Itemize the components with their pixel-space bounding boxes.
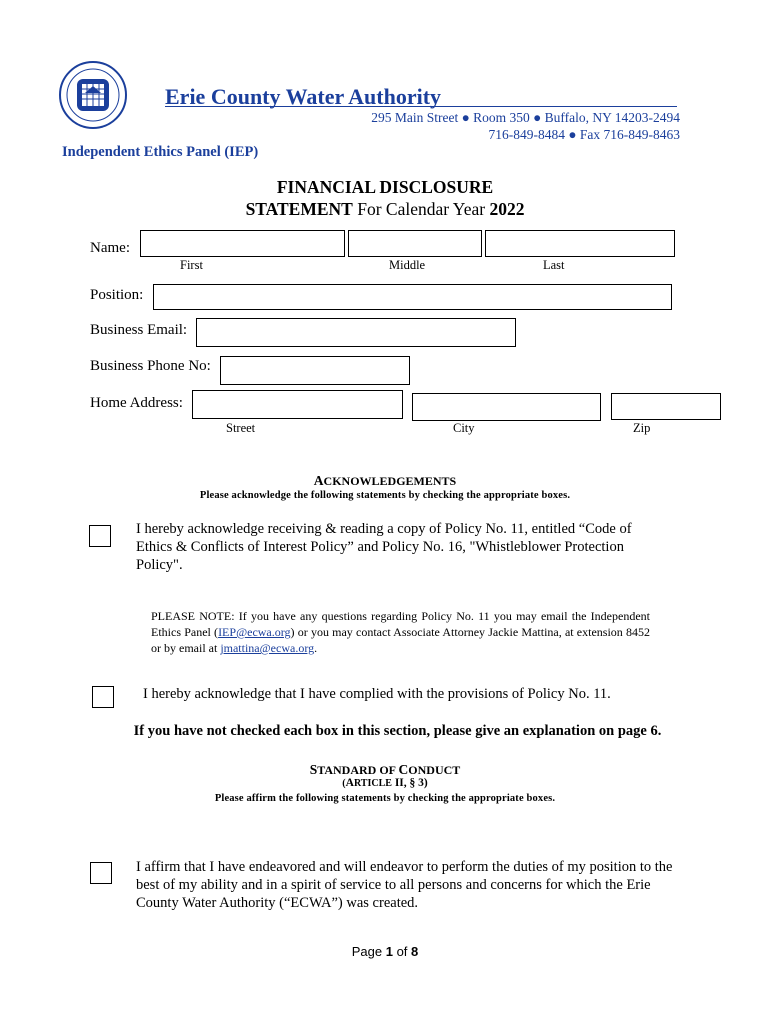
ack-compliance-checkbox[interactable] (92, 686, 114, 708)
first-name-field[interactable] (140, 230, 345, 257)
business-email-label: Business Email: (90, 322, 188, 338)
business-phone-label: Business Phone No: (90, 358, 211, 374)
total-pages: 8 (411, 944, 419, 959)
form-title-line1: FINANCIAL DISCLOSURE (276, 177, 494, 197)
please-note-paragraph (151, 608, 650, 656)
last-name-field[interactable] (485, 230, 675, 257)
title-calendar-text: For Calendar Year (352, 199, 490, 219)
panel-name: Independent Ethics Panel (IEP) (62, 144, 259, 160)
standard-of-conduct-heading (0, 762, 770, 778)
mattina-email-link[interactable]: jmattina@ecwa.org (220, 641, 315, 655)
address-line: 295 Main Street ● Room 350 ● Buffalo, NY 14203-2494 (371, 110, 680, 125)
iep-email-link[interactable]: IEP@ecwa.org (218, 625, 291, 639)
ack-heading-initial: A (313, 473, 324, 488)
acknowledgements-heading (0, 473, 770, 489)
of-word: of (392, 944, 412, 959)
current-page: 1 (385, 944, 393, 959)
organization-name: Erie County Water Authority (165, 84, 442, 109)
business-email-field[interactable] (196, 318, 516, 347)
title-statement-word: STATEMENT (245, 199, 353, 219)
affirm-duties-text: I affirm that I have endeavored and will endeavor to perform the duties of my position to the best of my ability and in a spirit of service to all persons and concerns for which the Erie County Water Authority (“ECWA”) was created. (136, 859, 673, 911)
soc-onduct: ONDUCT (408, 763, 461, 777)
position-label: Position: (90, 287, 144, 303)
page-number (0, 944, 770, 959)
business-phone-field[interactable] (220, 356, 410, 385)
header-rule (165, 106, 677, 107)
first-caption: First (180, 258, 203, 272)
ack-compliance-text: I hereby acknowledge that I have complied with the provisions of Policy No. 11. (143, 686, 611, 702)
affirm-duties-checkbox[interactable] (90, 862, 112, 884)
middle-caption: Middle (389, 258, 426, 272)
ack-policy-text: I hereby acknowledge receiving & reading a copy of Policy No. 11, entitled “Code of Ethics & Conflicts of Interest Policy” and Policy No. 16, "Whistleblower Protection Policy". (136, 521, 632, 573)
zip-field[interactable] (611, 393, 721, 420)
name-label: Name: (90, 240, 130, 256)
street-field[interactable] (192, 390, 403, 419)
page-word: Page (351, 944, 386, 959)
zip-caption: Zip (633, 421, 651, 435)
article-reference (0, 777, 770, 789)
last-caption: Last (543, 258, 565, 272)
city-field[interactable] (412, 393, 601, 421)
phone-fax-line: 716-849-8484 ● Fax 716-849-8463 (488, 127, 680, 142)
article-number: II, § 3) (391, 777, 428, 789)
standard-instruction: Please affirm the following statements by checking the appropriate boxes. (214, 793, 556, 804)
note-text-2: ) or you may contact Associate Attorney Jackie Mattina, at extension 8452 or by email at (151, 625, 650, 655)
unchecked-warning: If you have not checked each box in this section, please give an explanation on page 6. (133, 723, 662, 739)
form-title-line2 (0, 199, 770, 220)
middle-name-field[interactable] (348, 230, 482, 257)
ack-policy-checkbox[interactable] (89, 525, 111, 547)
article-initial: A (345, 777, 354, 789)
ecwa-seal-logo (58, 60, 128, 130)
soc-initial-c: C (398, 762, 409, 777)
note-text-1: PLEASE NOTE: If you have any questions regarding Policy No. 11 you may email the Independent Ethics Panel ( (151, 609, 650, 639)
note-text-3: . (314, 641, 318, 655)
article-word: RTICLE (353, 778, 392, 789)
title-year: 2022 (489, 199, 525, 219)
position-field[interactable] (153, 284, 672, 310)
soc-initial-s: S (309, 762, 318, 777)
article-open: ( (342, 778, 346, 789)
city-caption: City (453, 421, 475, 435)
home-address-label: Home Address: (90, 395, 183, 411)
acknowledgements-instruction: Please acknowledge the following statements by checking the appropriate boxes. (199, 490, 571, 501)
ack-heading-rest: CKNOWLEDGEMENTS (323, 474, 457, 488)
soc-tandard: TANDARD OF (317, 763, 399, 777)
street-caption: Street (226, 421, 256, 435)
